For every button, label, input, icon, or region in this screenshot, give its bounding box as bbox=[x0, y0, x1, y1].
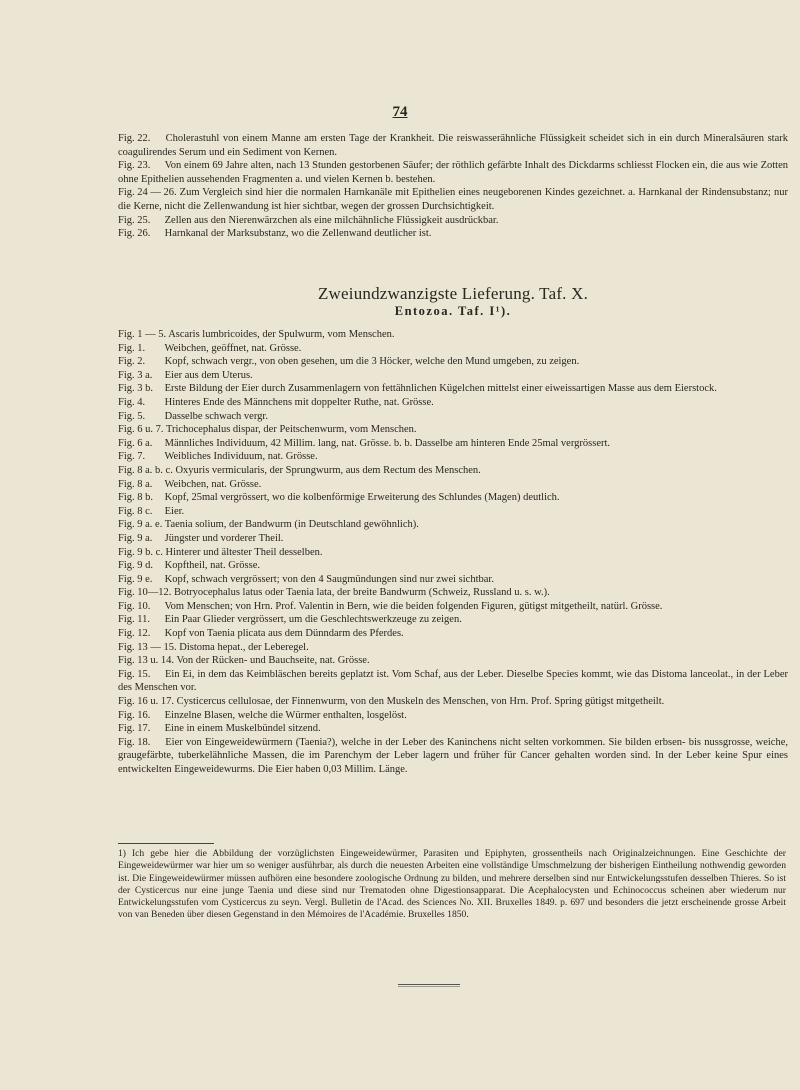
section-subtitle: Entozoa. Taf. I¹). bbox=[394, 304, 512, 318]
figure-entry bbox=[118, 654, 788, 668]
figure-text: Hinteres Ende des Männchens mit doppelter Ruthe, nat. Grösse. bbox=[164, 396, 434, 408]
figure-text: Kopf, schwach vergrössert; von den 4 Saugmündungen sind nur zwei sichtbar. bbox=[164, 573, 494, 585]
figure-entry bbox=[118, 627, 788, 641]
figure-label: Fig. 8 b. bbox=[118, 492, 154, 504]
figure-label: Fig. 16. bbox=[118, 709, 151, 721]
figure-entry bbox=[118, 410, 788, 424]
figure-entry bbox=[118, 668, 788, 695]
figure-text: Eine in einem Muskelbündel sitzend. bbox=[164, 723, 321, 735]
figure-text: Einzelne Blasen, welche die Würmer enthalten, losgelöst. bbox=[164, 709, 407, 721]
figure-text: Kopf von Taenia plicata aus dem Dünndarm des Pferdes. bbox=[164, 628, 404, 640]
figure-label: Fig. 11. bbox=[118, 614, 150, 626]
figure-text: Weibliches Individuum, nat. Grösse. bbox=[164, 451, 318, 463]
figure-label: Fig. 10. bbox=[118, 600, 151, 612]
figure-label: Fig. 3 a. bbox=[118, 369, 153, 381]
figure-entry bbox=[118, 518, 788, 532]
figure-text: Ein Ei, in dem das Keimbläschen bereits geplatzt ist. Vom Schaf, aus der Leber. Dieselbe Species kommt, wie das Distoma lanceolat., in der Leber des Menschen vor. bbox=[118, 668, 788, 694]
figure-label: Fig. 9 e. bbox=[118, 573, 153, 585]
figure-label: Fig. 7. bbox=[118, 451, 146, 463]
figure-label: Fig. 5. bbox=[118, 410, 146, 422]
figure-text: Trichocephalus dispar, der Peitschenwurm, vom Menschen. bbox=[165, 424, 417, 436]
figure-entry bbox=[118, 491, 788, 505]
figure-entry bbox=[118, 328, 788, 342]
figure-entry bbox=[118, 464, 788, 478]
figure-entry bbox=[118, 546, 788, 560]
figure-label: Fig. 13 — 15. bbox=[118, 641, 177, 653]
fig-26-paragraph: Fig. 26. Harnkanal der Marksubstanz, wo die Zellenwand deutlicher ist. bbox=[118, 228, 432, 240]
figure-text: Ascaris lumbricoides, der Spulwurm, vom Menschen. bbox=[168, 329, 395, 340]
fig-23-paragraph: Fig. 23. Von einem 69 Jahre alten, nach 13 Stunden gestorbenen Säufer; der röthlich gefärbte Inhalt des Dickdarms schliesst Flocken ein, die aus wie Zotten ohne Epithelien aussehenden Fragmenten a. und vielen Kernen b. bestehen. bbox=[118, 160, 788, 185]
fig-24-26-paragraph: Fig. 24 — 26. Zum Vergleich sind hier die normalen Harnkanäle mit Epithelien eines neugeborenen Kindes gezeichnet. a. Harnkanal der Rindensubstanz; nur die Kerne, nicht die Zellenwandung ist hier sichtbar, wegen der grossen Durchsichtigkeit. bbox=[118, 187, 788, 212]
figure-label: Fig. 4. bbox=[118, 396, 146, 408]
figure-label: Fig. 2. bbox=[118, 356, 146, 368]
figure-entry bbox=[118, 505, 788, 519]
footnote-rule bbox=[118, 843, 214, 844]
figure-label: Fig. 18. bbox=[118, 736, 151, 748]
figure-entry bbox=[118, 450, 788, 464]
figure-entry bbox=[118, 613, 788, 627]
fig-25-paragraph: Fig. 25. Zellen aus den Nierenwärzchen als eine milchähnliche Flüssigkeit ausdrückbar. bbox=[118, 214, 499, 226]
figure-label: Fig. 15. bbox=[118, 668, 151, 680]
figure-entry bbox=[118, 600, 788, 614]
figure-label: Fig. 6 a. bbox=[118, 437, 153, 449]
figure-entry bbox=[118, 532, 788, 546]
figure-text: Botryocephalus latus oder Taenia lata, der breite Bandwurm (Schweiz, Russland u. s. w.). bbox=[174, 587, 550, 599]
top-figure-descriptions bbox=[118, 132, 788, 241]
figure-text: Kopf, schwach vergr., von oben gesehen, um die 3 Höcker, welche den Mund umgeben, zu zeigen. bbox=[164, 356, 580, 368]
fig-22-paragraph: Fig. 22. Cholerastuhl von einem Manne am ersten Tage der Krankheit. Die reiswasserähnliche Flüssigkeit scheidet sich in ein durch Mineralsäuren stark coagulirendes Serum und ein Sediment von Kernen. bbox=[118, 133, 788, 158]
figure-label: Fig. 9 a. e. bbox=[118, 519, 163, 531]
figure-text: Cysticercus cellulosae, der Finnenwurm, von den Muskeln des Menschen, von Hrn. Prof. Spring gütigst mitgetheilt. bbox=[176, 696, 665, 708]
figure-text: Kopf, 25mal vergrössert, wo die kolbenförmige Erweiterung des Schlundes (Magen) deutlich. bbox=[164, 492, 560, 504]
figure-label: Fig. 9 b. c. bbox=[118, 546, 163, 558]
figure-entry bbox=[118, 736, 788, 777]
figure-entry bbox=[118, 559, 788, 573]
figure-label: Fig. 10—12. bbox=[118, 587, 172, 599]
bottom-rule-secondary bbox=[398, 986, 460, 987]
figure-label: Fig. 1. bbox=[118, 342, 146, 354]
bottom-rule bbox=[398, 984, 460, 985]
figure-entry bbox=[118, 641, 788, 655]
figure-entry bbox=[118, 573, 788, 587]
figure-label: Fig. 16 u. 17. bbox=[118, 696, 175, 708]
page-number: 74 bbox=[392, 104, 408, 120]
figure-text: Kopftheil, nat. Grösse. bbox=[164, 560, 260, 572]
figure-entry bbox=[118, 695, 788, 709]
figure-entry bbox=[118, 355, 788, 369]
figure-entry bbox=[118, 423, 788, 437]
figure-list bbox=[118, 328, 788, 777]
figure-label: Fig. 6 u. 7. bbox=[118, 424, 164, 436]
figure-text: Jüngster und vorderer Theil. bbox=[164, 532, 284, 544]
section-heading bbox=[118, 284, 788, 319]
figure-label: Fig. 9 d. bbox=[118, 560, 154, 572]
figure-text: Hinterer und ältester Theil desselben. bbox=[165, 546, 323, 558]
figure-label: Fig. 8 a. b. c. bbox=[118, 464, 173, 476]
figure-text: Ein Paar Glieder vergrössert, um die Geschlechtswerkzeuge zu zeigen. bbox=[164, 614, 462, 626]
figure-entry bbox=[118, 369, 788, 383]
figure-entry bbox=[118, 382, 788, 396]
figure-label: Fig. 13 u. 14. bbox=[118, 655, 175, 667]
figure-text: Dasselbe schwach vergr. bbox=[164, 410, 268, 422]
section-title: Zweiundzwanzigste Lieferung. Taf. X. bbox=[317, 284, 589, 303]
figure-text: Eier von Eingeweidewürmern (Taenia?), welche in der Leber des Kaninchens nicht selten vorkommen. Sie bilden erbsen- bis nussgrosse, weiche, graugefärbte, tuberkelähnliche Massen, die im Parenchym der Leber lagern und früher für Cancer gehalten worden sind. In der Leber keine Spur eines entwickelten Eingeweidewurms. Die Eier haben 0,03 Millim. Länge. bbox=[118, 736, 788, 775]
figure-text: Taenia solium, der Bandwurm (in Deutschland gewöhnlich). bbox=[164, 519, 419, 531]
figure-text: Oxyuris vermicularis, der Sprungwurm, aus dem Rectum des Menschen. bbox=[175, 464, 481, 476]
figure-text: Männliches Individuum, 42 Millim. lang, nat. Grösse. b. b. Dasselbe am hinteren Ende 25mal vergrössert. bbox=[164, 437, 611, 449]
figure-label: Fig. 1 — 5. bbox=[118, 329, 167, 340]
figure-label: Fig. 17. bbox=[118, 723, 151, 735]
figure-text: Eier aus dem Uterus. bbox=[164, 369, 253, 381]
figure-entry bbox=[118, 396, 788, 410]
figure-text: Vom Menschen; von Hrn. Prof. Valentin in Bern, wie die beiden folgenden Figuren, gütigst mitgetheilt, natürl. Grösse. bbox=[164, 600, 663, 612]
figure-entry bbox=[118, 478, 788, 492]
figure-entry bbox=[118, 586, 788, 600]
figure-text: Eier. bbox=[164, 505, 185, 517]
figure-label: Fig. 3 b. bbox=[118, 383, 154, 395]
figure-label: Fig. 8 c. bbox=[118, 505, 153, 517]
figure-entry bbox=[118, 342, 788, 356]
figure-text: Erste Bildung der Eier durch Zusammenlagern von fettähnlichen Kügelchen mittelst einer eiweissartigen Masse aus dem Eierstock. bbox=[164, 383, 717, 395]
figure-text: Weibchen, nat. Grösse. bbox=[164, 478, 262, 490]
figure-text: Von der Rücken- und Bauchseite, nat. Grösse. bbox=[176, 655, 370, 667]
figure-label: Fig. 8 a. bbox=[118, 478, 153, 490]
footnote: 1) Ich gebe hier die Abbildung der vorzüglichsten Eingeweidewürmer, Parasiten und Epiphyten, grossentheils nach Originalzeichnungen. Eine Geschichte der Eingeweidewürmer war hier um so weniger ausführbar, als durch die neuesten Arbeiten eine vollständige Umschmelzung der bisherigen Eintheilung nothwendig geworden ist. Die Eingeweidewürmer müssen aufhören eine besondere zoologische Ordnung zu bilden, und mehrere derselben sind nur Entwickelungsstufen desselben Thieres. So ist der Cysticercus nur eine junge Taenia und diese sind nur Trematoden ohne Digestionsapparat. Die Acephalocysten und Echinococcus scheinen aber wiederum nur Entwickelungsstufen vom Cysticercus zu seyn. Vergl. Bulletin de l'Acad. des Sciences No. XII. Bruxelles 1849. p. 697 und besonders die jetzt erscheinende grosse Arbeit von van Beneden über diesen Gegenstand in den Mémoires de l'Académie. Bruxelles 1850. bbox=[118, 848, 786, 921]
figure-entry bbox=[118, 709, 788, 723]
figure-entry bbox=[118, 437, 788, 451]
figure-text: Distoma hepat., der Leberegel. bbox=[179, 641, 309, 653]
figure-label: Fig. 12. bbox=[118, 628, 151, 640]
figure-text: Weibchen, geöffnet, nat. Grösse. bbox=[164, 342, 302, 354]
figure-entry bbox=[118, 722, 788, 736]
figure-label: Fig. 9 a. bbox=[118, 532, 153, 544]
